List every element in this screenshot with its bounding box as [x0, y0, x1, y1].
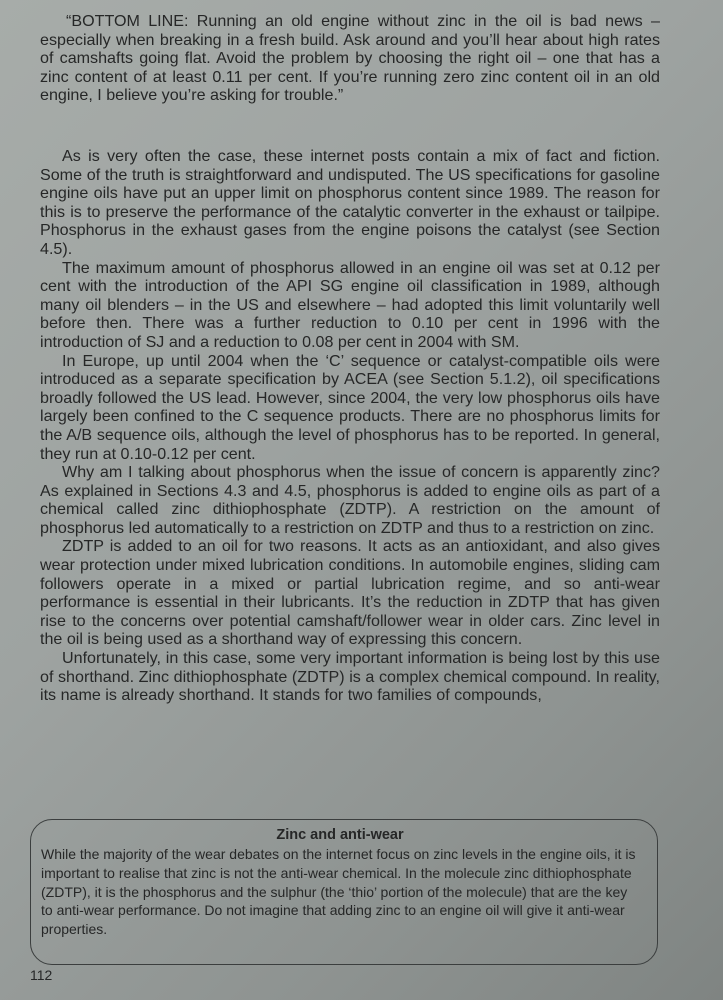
callout-title: Zinc and anti-wear [276, 827, 404, 843]
body-paragraph-4: Why am I talking about phosphorus when the issue of concern is apparently zinc? As explained in Sections 4.3 and 4.5, phosphorus is added to engine oils as part of a chemical called zinc dithiophosphate (ZDTP). A restriction on the amount of phosphorus led automatically to a restriction on ZDTP and thus to a restriction on zinc. [40, 463, 660, 537]
callout-body: While the majority of the wear debates on the internet focus on zinc levels in the engine oils, it is important to realise that zinc is not the anti-wear chemical. In the molecule zinc dithiophosphate (ZDTP), it is the phosphorus and the sulphur (the ‘thio’ portion of the molecule) that are the key to anti-wear performance. Do not imagine that adding zinc to an engine oil will give it anti-wear properties. [41, 846, 636, 938]
quote-paragraph: “BOTTOM LINE: Running an old engine without zinc in the oil is bad news – especially when breaking in a fresh build. Ask around and you’ll hear about high rates of camshafts going flat. Avoid the problem by choosing the right oil – one that has a zinc content of at least 0.11 per cent. If you’re running zero zinc content oil in an old engine, I believe you’re asking for trouble.” [40, 12, 660, 105]
body-paragraph-2: The maximum amount of phosphorus allowed in an engine oil was set at 0.12 per cent with the introduction of the API SG engine oil classification in 1989, although many oil blenders – in the US and elsewhere – had adopted this limit voluntarily well before then. There was a further reduction to 0.10 per cent in 1996 with the introduction of SJ and a reduction to 0.08 per cent in 2004 with SM. [40, 258, 660, 351]
body-paragraph-3: In Europe, up until 2004 when the ‘C’ sequence or catalyst-compatible oils were introduced as a separate specification by ACEA (see Section 5.1.2), oil specifications broadly followed the US lead. However, since 2004, the very low phosphorus oils have largely been confined to the C sequence products. There are no phosphorus limits for the A/B sequence oils, although the level of phosphorus has to be reported. In general, they run at 0.10-0.12 per cent. [40, 351, 660, 463]
body-paragraph-6: Unfortunately, in this case, some very important information is being lost by this use of shorthand. Zinc dithiophosphate (ZDTP) is a complex chemical compound. In reality, its name is already shorthand. It stands for two families of compounds, [40, 649, 660, 705]
body-text [40, 147, 660, 705]
quote-block [40, 12, 660, 105]
callout-box [30, 819, 658, 965]
page-number: 112 [30, 967, 53, 983]
body-paragraph-5: ZDTP is added to an oil for two reasons. It acts as an antioxidant, and also gives wear protection under mixed lubrication conditions. In automobile engines, sliding cam followers operate in a mixed or partial lubrication regime, and so anti-wear performance is essential in their lubricants. It’s the reduction in ZDTP that has given rise to the concerns over potential camshaft/follower wear in older cars. Zinc level in the oil is being used as a shorthand way of expressing this concern. [40, 537, 660, 649]
body-paragraph-1: As is very often the case, these internet posts contain a mix of fact and fiction. Some of the truth is straightforward and undisputed. The US specifications for gasoline engine oils have put an upper limit on phosphorus content since 1989. The reason for this is to preserve the performance of the catalytic converter in the exhaust or tailpipe. Phosphorus in the exhaust gases from the engine poisons the catalyst (see Section 4.5). [40, 147, 660, 258]
